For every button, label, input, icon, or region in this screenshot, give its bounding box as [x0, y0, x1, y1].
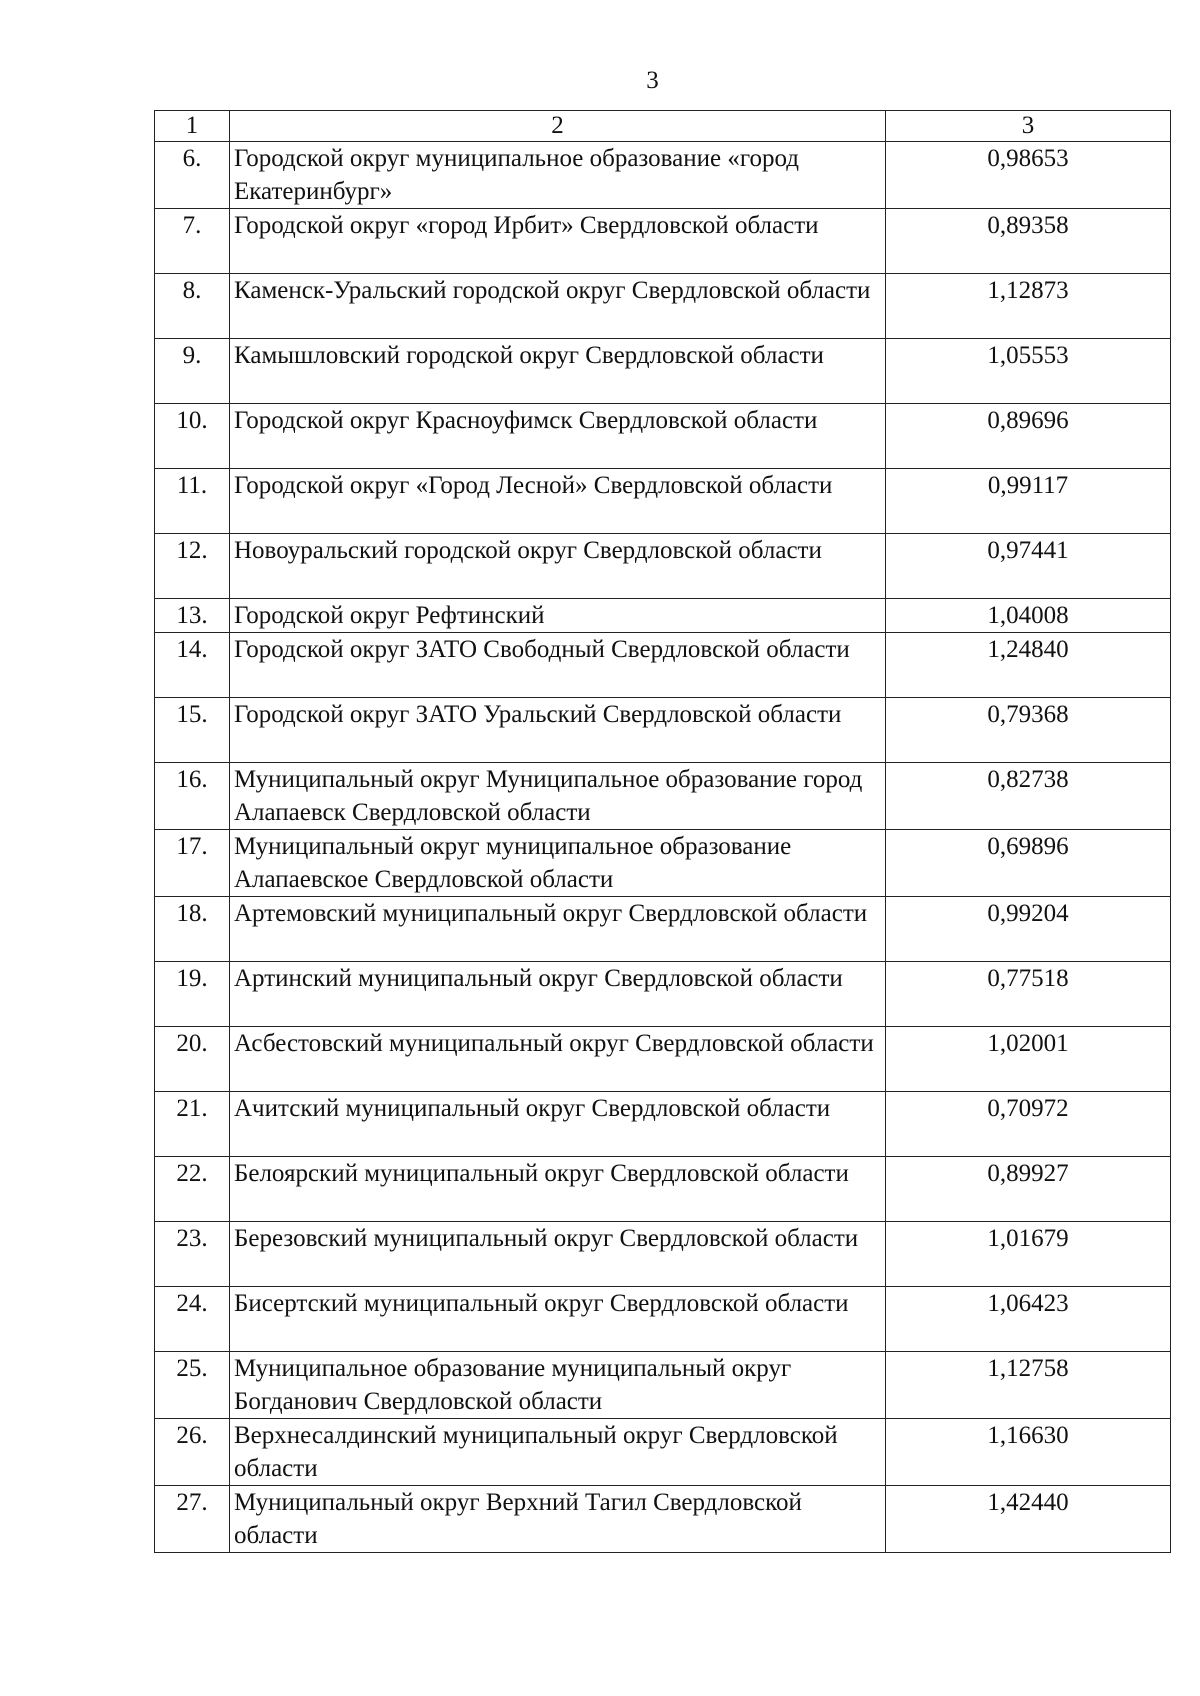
row-number: 14. — [155, 633, 230, 698]
row-number: 17. — [155, 830, 230, 897]
row-number: 8. — [155, 274, 230, 339]
row-number: 15. — [155, 698, 230, 763]
coefficient-value: 0,77518 — [886, 962, 1171, 1027]
table-row — [155, 142, 1171, 209]
municipality-name: Муниципальное образование муниципальный округ Богданович Свердловской области — [230, 1352, 886, 1419]
coefficient-value: 0,98653 — [886, 142, 1171, 209]
coefficient-value: 0,69896 — [886, 830, 1171, 897]
table-row — [155, 763, 1171, 830]
table-row — [155, 339, 1171, 404]
header-col-3: 3 — [886, 111, 1171, 142]
municipality-name: Березовский муниципальный округ Свердловской области — [230, 1222, 886, 1287]
table-row — [155, 469, 1171, 534]
table-header-row — [155, 111, 1171, 142]
header-col-2: 2 — [230, 111, 886, 142]
municipality-name: Асбестовский муниципальный округ Свердловской области — [230, 1027, 886, 1092]
municipality-name: Городской округ ЗАТО Свободный Свердловской области — [230, 633, 886, 698]
coefficient-value: 0,99204 — [886, 897, 1171, 962]
municipality-name: Каменск-Уральский городской округ Свердловской области — [230, 274, 886, 339]
coefficient-value: 0,79368 — [886, 698, 1171, 763]
coefficient-value: 0,97441 — [886, 534, 1171, 599]
row-number: 23. — [155, 1222, 230, 1287]
row-number: 10. — [155, 404, 230, 469]
table-row — [155, 1287, 1171, 1352]
row-number: 24. — [155, 1287, 230, 1352]
municipality-name: Артемовский муниципальный округ Свердловской области — [230, 897, 886, 962]
municipality-name: Камышловский городской округ Свердловской области — [230, 339, 886, 404]
municipality-name: Городской округ муниципальное образование «город Екатеринбург» — [230, 142, 886, 209]
municipality-name: Муниципальный округ Верхний Тагил Свердловской области — [230, 1486, 886, 1553]
coefficient-value: 1,42440 — [886, 1486, 1171, 1553]
table-row — [155, 599, 1171, 633]
row-number: 22. — [155, 1157, 230, 1222]
row-number: 11. — [155, 469, 230, 534]
table-row — [155, 1027, 1171, 1092]
coefficient-value: 1,01679 — [886, 1222, 1171, 1287]
municipality-name: Артинский муниципальный округ Свердловской области — [230, 962, 886, 1027]
table-row — [155, 830, 1171, 897]
coefficient-value: 1,12758 — [886, 1352, 1171, 1419]
municipality-name: Ачитский муниципальный округ Свердловской области — [230, 1092, 886, 1157]
coefficient-value: 0,82738 — [886, 763, 1171, 830]
municipality-name: Городской округ Красноуфимск Свердловской области — [230, 404, 886, 469]
coefficient-value: 0,89358 — [886, 209, 1171, 274]
row-number: 19. — [155, 962, 230, 1027]
table-row — [155, 1222, 1171, 1287]
coefficient-value: 1,05553 — [886, 339, 1171, 404]
municipality-name: Муниципальный округ Муниципальное образование город Алапаевск Свердловской области — [230, 763, 886, 830]
row-number: 13. — [155, 599, 230, 633]
municipality-name: Городской округ Рефтинский — [230, 599, 886, 633]
row-number: 18. — [155, 897, 230, 962]
municipality-name: Новоуральский городской округ Свердловской области — [230, 534, 886, 599]
municipality-name: Верхнесалдинский муниципальный округ Свердловской области — [230, 1419, 886, 1486]
row-number: 21. — [155, 1092, 230, 1157]
coefficient-value: 1,06423 — [886, 1287, 1171, 1352]
coefficient-value: 0,89696 — [886, 404, 1171, 469]
coefficient-value: 1,16630 — [886, 1419, 1171, 1486]
table-row — [155, 274, 1171, 339]
coefficient-value: 0,70972 — [886, 1092, 1171, 1157]
table-row — [155, 633, 1171, 698]
coefficient-value: 1,12873 — [886, 274, 1171, 339]
coefficient-value: 0,99117 — [886, 469, 1171, 534]
municipality-name: Городской округ ЗАТО Уральский Свердловской области — [230, 698, 886, 763]
row-number: 16. — [155, 763, 230, 830]
municipality-name: Бисертский муниципальный округ Свердловской области — [230, 1287, 886, 1352]
row-number: 6. — [155, 142, 230, 209]
municipality-name: Городской округ «город Ирбит» Свердловской области — [230, 209, 886, 274]
table-row — [155, 1352, 1171, 1419]
row-number: 25. — [155, 1352, 230, 1419]
row-number: 9. — [155, 339, 230, 404]
row-number: 27. — [155, 1486, 230, 1553]
table-row — [155, 209, 1171, 274]
row-number: 20. — [155, 1027, 230, 1092]
table-row — [155, 404, 1171, 469]
table-row — [155, 1092, 1171, 1157]
municipality-name: Городской округ «Город Лесной» Свердловской области — [230, 469, 886, 534]
coefficient-value: 1,02001 — [886, 1027, 1171, 1092]
table-row — [155, 698, 1171, 763]
table-row — [155, 962, 1171, 1027]
row-number: 12. — [155, 534, 230, 599]
table-row — [155, 1419, 1171, 1486]
table-row — [155, 1486, 1171, 1553]
row-number: 7. — [155, 209, 230, 274]
header-col-1: 1 — [155, 111, 230, 142]
table-row — [155, 534, 1171, 599]
coefficient-value: 0,89927 — [886, 1157, 1171, 1222]
coefficient-value: 1,04008 — [886, 599, 1171, 633]
municipality-name: Белоярский муниципальный округ Свердловской области — [230, 1157, 886, 1222]
municipality-name: Муниципальный округ муниципальное образование Алапаевское Свердловской области — [230, 830, 886, 897]
table-body — [155, 111, 1171, 1553]
coefficient-value: 1,24840 — [886, 633, 1171, 698]
table-row — [155, 1157, 1171, 1222]
page-number: 3 — [646, 67, 659, 94]
coefficient-table — [154, 110, 1171, 1553]
table-row — [155, 897, 1171, 962]
row-number: 26. — [155, 1419, 230, 1486]
